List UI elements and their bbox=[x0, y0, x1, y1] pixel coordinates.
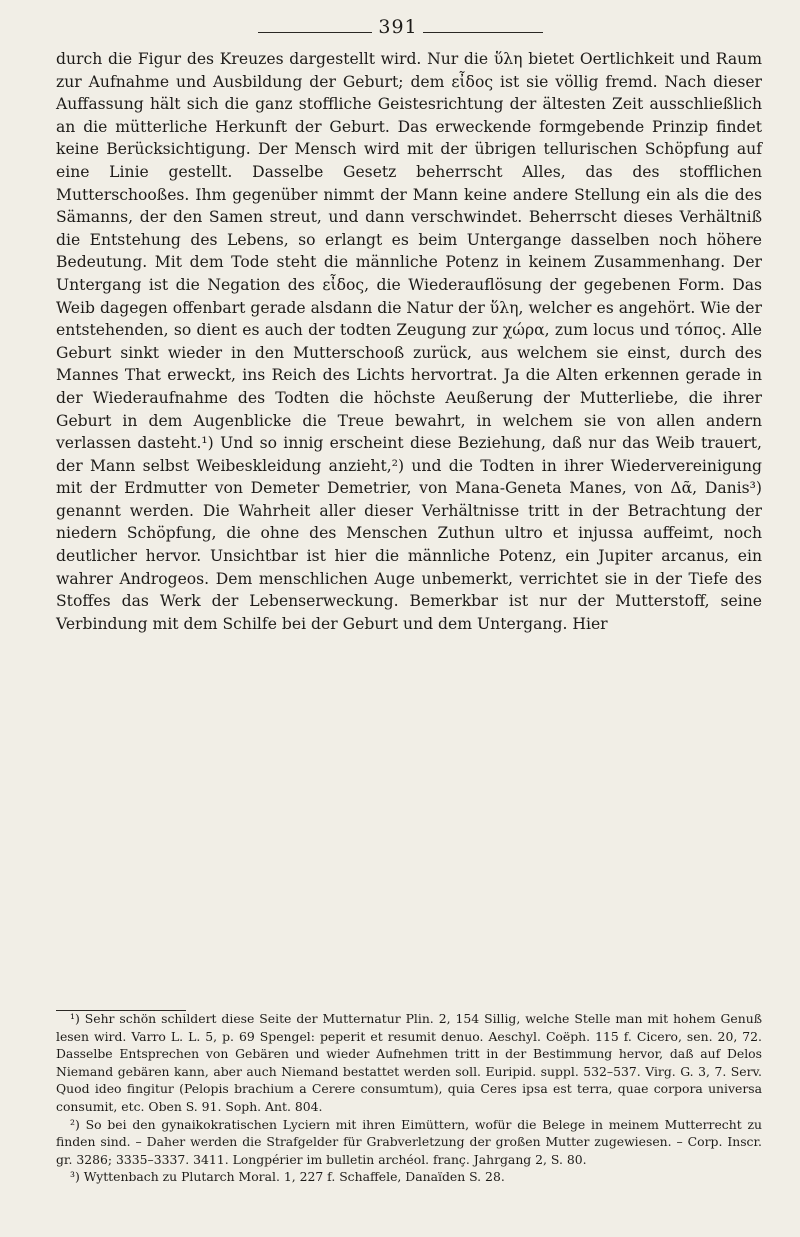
main-text bbox=[56, 48, 762, 635]
page-header bbox=[0, 10, 800, 50]
page-number: 391 bbox=[378, 16, 418, 38]
footnote-2: ²) So bei den gynaikokratischen Lyciern mit ihren Eimüttern, wofür die Belege in meinem Mutterrecht zu finden sind. – Daher werden die Strafgelder für Grabverletzung der großen Mutter zugewiesen. – Corp. Inscr. gr. 3286; 3335–3337. 3411. Longpérier im bulletin archéol. franç. Jahrgang 2, S. 80. bbox=[56, 1116, 762, 1167]
footnotes bbox=[56, 1010, 762, 1186]
body-paragraph: durch die Figur des Kreuzes dargestellt wird. Nur die ὕλη bietet Oertlichkeit und Raum zur Aufnahme und Ausbildung der Geburt; dem εἶδος ist sie völlig fremd. Nach dieser Auffassung hält sich die ganz stoffliche Geistesrichtung der ältesten Zeit ausschließlich an die mütterliche Herkunft der Geburt. Das erweckende formgebende Prinzip findet keine Berücksichtigung. Der Mensch wird mit der übrigen tellurischen Schöpfung auf eine Linie gestellt. Dasselbe Gesetz beherrscht Alles, das des stofflichen Mutterschooßes. Ihm gegenüber nimmt der Mann keine andere Stellung ein als die des Sämanns, der den Samen streut, und dann verschwindet. Beherrscht dieses Verhältniß die Entstehung des Lebens, so erlangt es beim Untergange dasselben noch höhere Bedeutung. Mit dem Tode steht die männliche Potenz in keinem Zusammenhang. Der Untergang ist die Negation des εἶδος, die Wiederauflösung der gegebenen Form. Das Weib dagegen offenbart gerade alsdann die Natur der ὕλη, welcher es angehört. Wie der entstehenden, so dient es auch der todten Zeugung zur χώρα, zum locus und τόπος. Alle Geburt sinkt wieder in den Mutterschooß zurück, aus welchem sie einst, durch des Mannes That erweckt, ins Reich des Lichts hervortrat. Ja die Alten erkennen gerade in der Wiederaufnahme des Todten die höchste Aeußerung der Mutterliebe, die ihrer Geburt in dem Augenblicke die Treue bewahrt, in welchem sie von allen andern verlassen dasteht.¹) Und so innig erscheint diese Beziehung, daß nur das Weib trauert, der Mann selbst Weibeskleidung anzieht,²) und die Todten in ihrer Wiedervereinigung mit der Erdmutter von Demeter Demetrier, von Mana-Geneta Manes, von Δᾶ, Danis³) genannt werden. Die Wahrheit aller dieser Verhältnisse tritt in der Betrachtung der niedern Schöpfung, die ohne des Menschen Zuthun ultro et injussa auffeimt, noch deutlicher hervor. Unsichtbar ist hier die männliche Potenz, ein Jupiter arcanus, ein wahrer Androgeos. Dem menschlichen Auge unbemerkt, verrichtet sie in der Tiefe des Stoffes das Werk der Lebenserweckung. Bemerkbar ist nur der Mutterstoff, seine Verbindung mit dem Schilfe bei der Geburt und dem Untergang. Hier bbox=[56, 50, 762, 633]
header-rule-left bbox=[258, 32, 372, 33]
header-rule-right bbox=[423, 32, 543, 33]
footnote-1: ¹) Sehr schön schildert diese Seite der Mutternatur Plin. 2, 154 Sillig, welche Stelle man mit hohem Genuß lesen wird. Varro L. L. 5, p. 69 Spengel: peperit et resumit denuo. Aeschyl. Coëph. 115 f. Cicero, sen. 20, 72. Dasselbe Entsprechen von Gebären und wieder Aufnehmen tritt in der Bestimmung hervor, daß auf Delos Niemand gebären kann, aber auch Niemand bestattet werden soll. Euripid. suppl. 532–537. Virg. G. 3, 7. Serv. Quod ideo fingitur (Pelopis brachium a Cerere consumtum), quia Ceres ipsa est terra, quae corpora universa consumit, etc. Oben S. 91. Soph. Ant. 804. bbox=[56, 1011, 762, 1114]
footnote-3: ³) Wyttenbach zu Plutarch Moral. 1, 227 f. Schaffele, Danaïden S. 28. bbox=[70, 1169, 505, 1185]
